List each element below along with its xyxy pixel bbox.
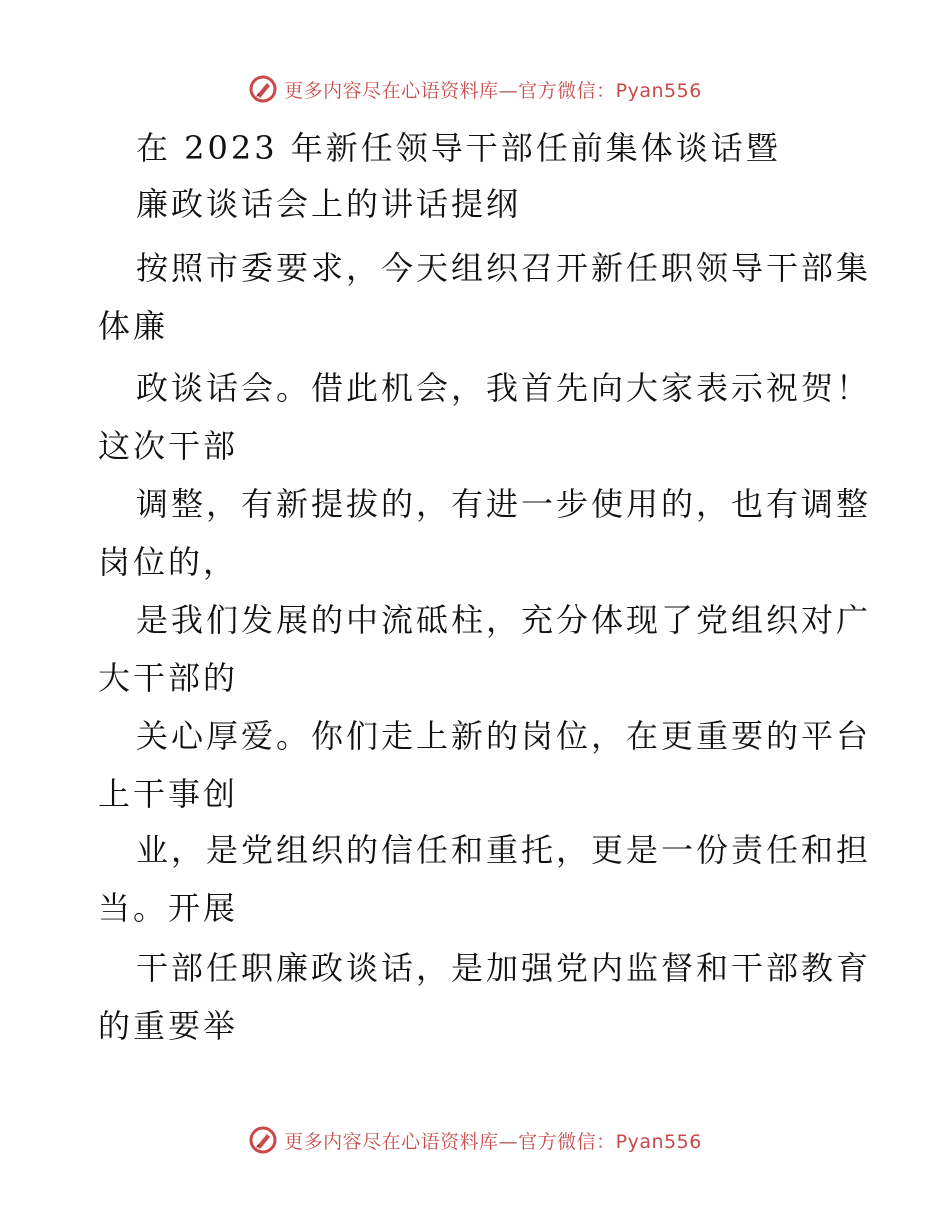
paragraph-line: 岗位的， xyxy=(98,543,239,581)
pen-circle-icon xyxy=(248,1125,278,1155)
document-title-line-1: 在 2023 年新任领导干部任前集体谈话暨 xyxy=(136,129,781,167)
watermark-group xyxy=(248,74,702,104)
paragraph-line: 调整，有新提拔的，有进一步使用的，也有调整 xyxy=(136,485,872,523)
pen-circle-icon xyxy=(248,74,278,104)
paragraph-line: 上干事创 xyxy=(98,775,239,813)
watermark-text: 更多内容尽在心语资料库—官方微信：Pyan556 xyxy=(284,1130,702,1153)
watermark-text: 更多内容尽在心语资料库—官方微信：Pyan556 xyxy=(284,79,702,102)
watermark-group xyxy=(248,1125,702,1155)
paragraph-line: 大干部的 xyxy=(98,659,239,697)
header-watermark xyxy=(0,72,950,106)
document-body xyxy=(98,120,872,1070)
paragraph-line: 的重要举 xyxy=(98,1007,239,1045)
paragraph-line: 按照市委要求，今天组织召开新任职领导干部集 xyxy=(136,249,872,287)
paragraph-line: 关心厚爱。你们走上新的岗位，在更重要的平台 xyxy=(136,717,872,755)
paragraph-line: 这次干部 xyxy=(98,427,239,465)
paragraph-line: 当。开展 xyxy=(98,889,239,927)
paragraph-line: 业，是党组织的信任和重托，更是一份责任和担 xyxy=(136,831,872,869)
paragraph-line: 干部任职廉政谈话，是加强党内监督和干部教育 xyxy=(136,949,872,987)
paragraph-line: 政谈话会。借此机会，我首先向大家表示祝贺！ xyxy=(136,369,872,407)
footer-watermark xyxy=(0,1123,950,1157)
paragraph-line: 是我们发展的中流砥柱，充分体现了党组织对广 xyxy=(136,601,872,639)
document-title-line-2: 廉政谈话会上的讲话提纲 xyxy=(136,185,522,223)
paragraph-line: 体廉 xyxy=(98,307,169,345)
